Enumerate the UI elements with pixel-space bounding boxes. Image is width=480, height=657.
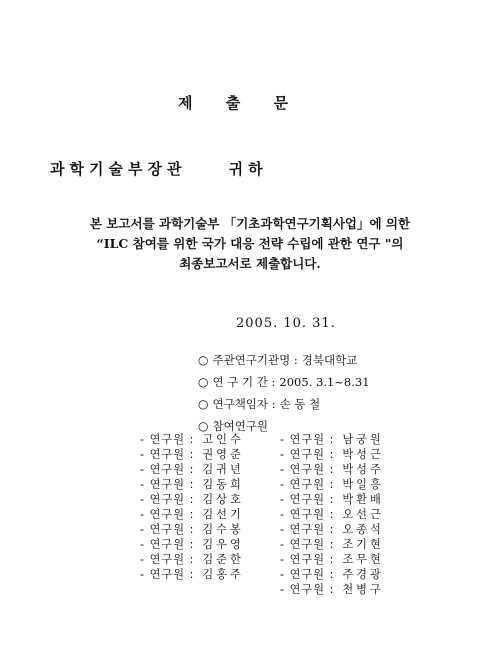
member-row (140, 447, 440, 462)
member-row (140, 522, 440, 537)
member-entry (280, 537, 420, 552)
member-entry (280, 477, 420, 492)
member-name: 남궁원 (342, 433, 384, 446)
statement-line: 최종보고서로 제출합니다. (179, 256, 321, 271)
member-name: 고인수 (202, 433, 244, 446)
member-role: - 연구원 : (140, 508, 195, 521)
info-label: 주관연구기관명 : (212, 353, 298, 367)
member-entry (140, 552, 280, 567)
info-label: 연구책임자 : (212, 397, 276, 411)
info-label: 참여연구원 (212, 419, 269, 433)
member-entry (140, 507, 280, 522)
member-role: - 연구원 : (280, 553, 335, 566)
member-row (140, 462, 440, 477)
member-name: 박성근 (342, 448, 384, 461)
member-entry (280, 552, 420, 567)
member-role: - 연구원 : (280, 583, 335, 596)
member-role: - 연구원 : (140, 568, 195, 581)
statement-line: 본 보고서를 과학기술부 「기초과학연구기획사업」에 의한 (89, 216, 411, 231)
member-role: - 연구원 : (280, 568, 335, 581)
member-role: - 연구원 : (140, 478, 195, 491)
member-row (140, 537, 440, 552)
member-role: - 연구원 : (140, 538, 195, 551)
info-value: 경북대학교 (301, 353, 358, 367)
addressee (50, 158, 268, 179)
member-entry (140, 492, 280, 507)
member-row (140, 567, 440, 582)
member-role: - 연구원 : (280, 538, 335, 551)
statement-line: “ILC 참여를 위한 국가 대응 전략 수립에 관한 연구 "의 (96, 236, 404, 251)
member-name: 조무현 (342, 553, 384, 566)
member-role: - 연구원 : (140, 463, 195, 476)
member-name: 김귀년 (202, 463, 244, 476)
member-name: 박성주 (342, 463, 384, 476)
circle-bullet-icon: ○ (198, 419, 209, 433)
addressee-name: 과학기술부장관 (50, 160, 187, 178)
info-value: 2005. 3.1~8.31 (279, 375, 370, 389)
member-role: - 연구원 : (140, 448, 195, 461)
member-name: 천병구 (342, 583, 384, 596)
member-name: 박환배 (342, 493, 384, 506)
member-entry (280, 447, 420, 462)
submission-date: 2005. 10. 31. (236, 316, 336, 331)
circle-bullet-icon: ○ (198, 353, 209, 367)
info-principal-investigator (198, 393, 370, 415)
member-role: - 연구원 : (280, 523, 335, 536)
member-row (140, 582, 440, 597)
member-name: 주경광 (342, 568, 384, 581)
member-row (140, 477, 440, 492)
circle-bullet-icon: ○ (198, 375, 209, 389)
info-value: 손 동 철 (279, 397, 321, 411)
member-role: - 연구원 : (280, 463, 335, 476)
member-entry (280, 507, 420, 522)
member-role: - 연구원 : (140, 493, 195, 506)
member-name: 조기현 (342, 538, 384, 551)
member-role: - 연구원 : (280, 433, 335, 446)
member-entry (140, 567, 280, 582)
member-name: 김상호 (202, 493, 244, 506)
member-role: - 연구원 : (280, 508, 335, 521)
member-entry (140, 432, 280, 447)
member-entry (280, 462, 420, 477)
page-title: 제 출 문 (178, 94, 302, 112)
member-list (140, 432, 440, 597)
member-name: 권영준 (202, 448, 244, 461)
member-name: 김준한 (202, 553, 244, 566)
member-entry (280, 582, 420, 597)
circle-bullet-icon: ○ (198, 397, 209, 411)
info-institution (198, 349, 370, 371)
member-role: - 연구원 : (140, 523, 195, 536)
member-entry (140, 522, 280, 537)
member-entry (140, 537, 280, 552)
member-role: - 연구원 : (280, 478, 335, 491)
addressee-honorific: 귀하 (228, 160, 268, 178)
member-name: 김동희 (202, 478, 244, 491)
member-spacer (140, 582, 280, 597)
member-name: 오종석 (342, 523, 384, 536)
member-row (140, 432, 440, 447)
submission-statement (60, 214, 440, 274)
member-row (140, 552, 440, 567)
member-entry (140, 477, 280, 492)
info-label: 연 구 기 간 : (212, 375, 276, 389)
member-role: - 연구원 : (140, 553, 195, 566)
member-role: - 연구원 : (280, 493, 335, 506)
member-row (140, 492, 440, 507)
member-name: 김수봉 (202, 523, 244, 536)
member-entry (280, 567, 420, 582)
member-name: 박일흥 (342, 478, 384, 491)
research-info (198, 349, 370, 437)
info-period (198, 371, 370, 393)
member-entry (280, 522, 420, 537)
member-entry (280, 492, 420, 507)
member-entry (280, 432, 420, 447)
member-entry (140, 447, 280, 462)
member-name: 김홍주 (202, 568, 244, 581)
member-name: 김우영 (202, 538, 244, 551)
member-role: - 연구원 : (140, 433, 195, 446)
member-entry (140, 462, 280, 477)
member-name: 김선기 (202, 508, 244, 521)
member-row (140, 507, 440, 522)
member-role: - 연구원 : (280, 448, 335, 461)
member-name: 오선근 (342, 508, 384, 521)
